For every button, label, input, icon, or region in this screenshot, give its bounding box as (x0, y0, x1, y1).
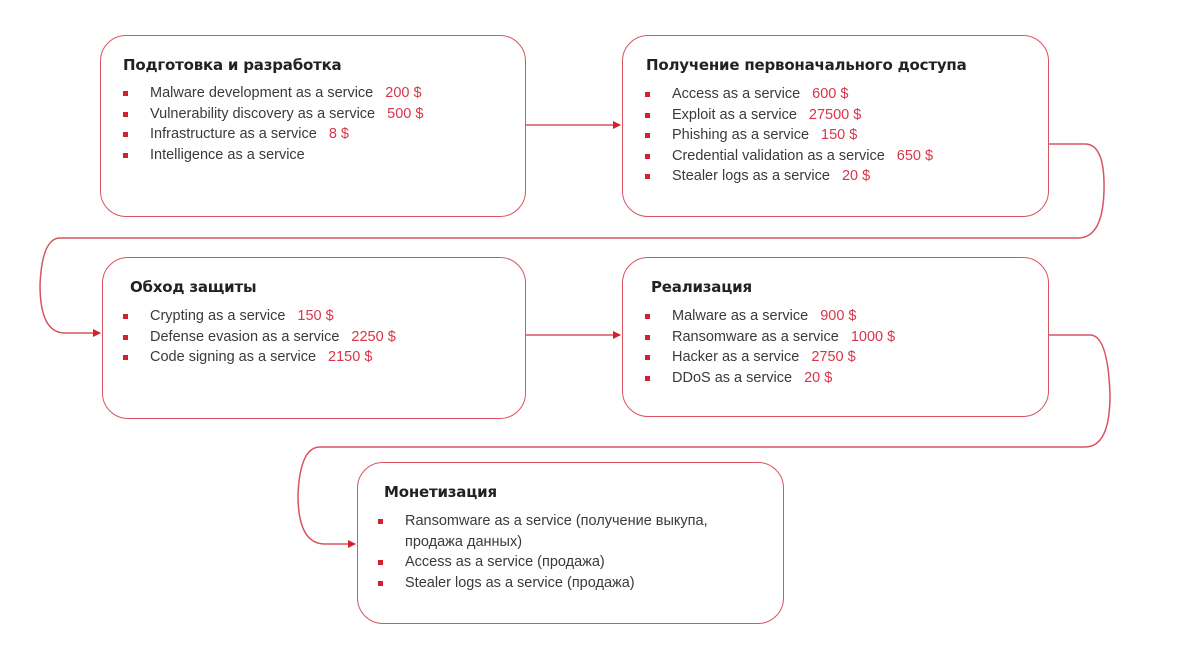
service-list (123, 83, 423, 165)
service-label: Malware as a service (672, 308, 809, 324)
service-item (645, 105, 933, 126)
service-list (645, 306, 895, 388)
service-item (645, 125, 933, 146)
service-price: 900 $ (820, 308, 857, 324)
service-price: 150 $ (297, 308, 334, 324)
bullet-icon (378, 581, 383, 586)
service-price: 20 $ (841, 168, 871, 184)
service-label: Exploit as a service (672, 106, 797, 123)
service-label: Access as a service (продажа) (405, 554, 605, 570)
service-label: Crypting as a service (150, 308, 286, 324)
stage-title: Получение первоначального доступа (646, 56, 967, 74)
bullet-icon (378, 519, 383, 524)
service-label: Hacker as a service (672, 349, 800, 365)
service-list (123, 306, 396, 368)
service-item (123, 306, 396, 327)
service-label: Credential validation as a service (672, 147, 885, 164)
service-label: Defense evasion as a service (150, 328, 340, 345)
service-price: 2750 $ (811, 349, 856, 365)
bullet-icon (123, 335, 128, 340)
stage-title: Реализация (651, 278, 752, 296)
bullet-icon (378, 560, 383, 565)
service-item (645, 84, 933, 105)
service-item (378, 552, 758, 573)
bullet-icon (645, 376, 650, 381)
bullet-icon (123, 132, 128, 137)
service-item (123, 124, 423, 145)
stage-defense-evasion (102, 257, 526, 419)
service-item (123, 145, 423, 166)
service-item (645, 306, 895, 327)
service-price: 1000 $ (850, 328, 896, 345)
service-price: 2250 $ (351, 328, 396, 345)
service-price: 2150 $ (328, 349, 373, 365)
service-item (378, 511, 758, 552)
service-label: Stealer logs as a service (продажа) (405, 574, 635, 591)
stage-title: Монетизация (384, 483, 497, 501)
service-label: Intelligence as a service (150, 146, 305, 163)
service-label: Ransomware as a service (672, 328, 839, 345)
service-item (645, 327, 895, 348)
stage-title: Подготовка и разработка (123, 56, 342, 74)
service-item (123, 104, 423, 125)
stage-monetization (357, 462, 784, 624)
bullet-icon (645, 314, 650, 319)
service-item (123, 327, 396, 348)
service-item (645, 347, 895, 368)
bullet-icon (645, 92, 650, 97)
bullet-icon (645, 154, 650, 159)
service-price: 200 $ (385, 85, 422, 101)
service-label: Stealer logs as a service (672, 168, 830, 184)
service-item (645, 146, 933, 167)
bullet-icon (123, 314, 128, 319)
service-price: 600 $ (812, 86, 849, 102)
bullet-icon (123, 112, 128, 117)
service-label: Malware development as a service (150, 85, 374, 101)
bullet-icon (123, 153, 128, 158)
service-price: 8 $ (328, 126, 349, 142)
service-price: 150 $ (821, 127, 858, 143)
service-item (123, 83, 423, 104)
stage-execution (622, 257, 1049, 417)
service-label: Code signing as a service (150, 349, 317, 365)
bullet-icon (123, 355, 128, 360)
bullet-icon (645, 113, 650, 118)
service-item (123, 347, 396, 368)
service-label: Vulnerability discovery as a service (150, 105, 376, 122)
stage-title: Обход защиты (130, 278, 257, 296)
service-label: DDoS as a service (672, 369, 793, 386)
service-list (645, 84, 933, 187)
service-label: Ransomware as a service (получение выкупа, продажа данных) (405, 513, 708, 550)
service-label: Access as a service (672, 86, 801, 102)
service-item (378, 573, 758, 594)
bullet-icon (123, 91, 128, 96)
bullet-icon (645, 133, 650, 138)
service-list (378, 511, 758, 593)
bullet-icon (645, 335, 650, 340)
service-price: 27500 $ (808, 106, 862, 123)
bullet-icon (645, 174, 650, 179)
service-price: 20 $ (804, 369, 833, 386)
stage-preparation-development (100, 35, 526, 217)
stage-initial-access (622, 35, 1049, 217)
service-item (645, 368, 895, 389)
service-label: Infrastructure as a service (150, 126, 317, 142)
bullet-icon (645, 355, 650, 360)
service-price: 500 $ (387, 105, 424, 122)
service-price: 650 $ (896, 147, 934, 164)
service-item (645, 166, 933, 187)
service-label: Phishing as a service (672, 127, 810, 143)
